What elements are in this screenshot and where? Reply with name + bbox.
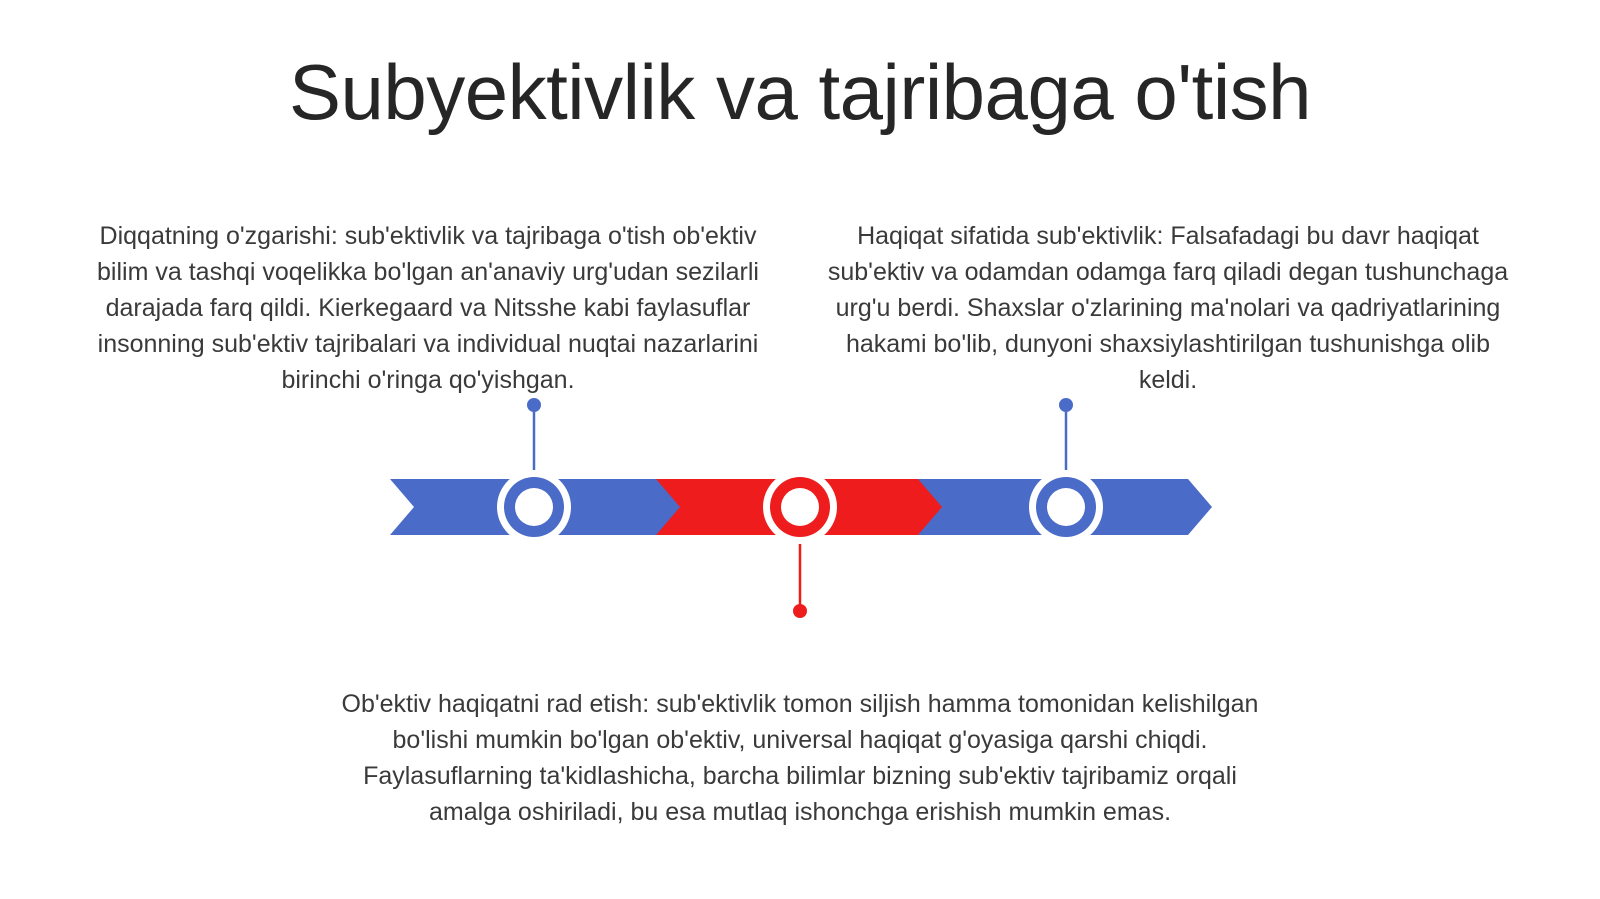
milestone-2-dot [793, 604, 807, 618]
slide-title: Subyektivlik va tajribaga o'tish [288, 48, 1312, 136]
milestone-1-dot [527, 398, 541, 412]
milestone-3-dot [1059, 398, 1073, 412]
milestone-3-text: Haqiqat sifatida sub'ektivlik: Falsafadagi bu davr haqiqat sub'ektiv va odamdan odamga farq qiladi degan tushunchaga urg'u berdi. Shaxslar o'zlarining ma'nolari va qadriyatlarining hakami bo'lib, dunyoni shaxsiylashtirilgan tushunishga olib keldi. [827, 222, 1509, 394]
milestone-1-text: Diqqatning o'zgarishi: sub'ektivlik va tajribaga o'tish ob'ektiv bilim va tashqi voqelikka bo'lgan an'anaviy urg'udan sezilarli darajada farq qildi. Kierkegaard va Nitsshe kabi faylasuflar insonning sub'ektiv tajribalari va individual nuqtai nazarlarini birinchi o'ringa qo'yishgan. [97, 222, 759, 394]
milestone-2-text: Ob'ektiv haqiqatni rad etish: sub'ektivlik tomon siljish hamma tomonidan kelishilgan bo'lishi mumkin bo'lgan ob'ektiv, universal haqiqat g'oyasiga qarshi chiqdi. Faylasuflarning ta'kidlashicha, barcha bilimlar bizning sub'ektiv tajribamiz orqali amalga oshiriladi, bu esa mutlaq ishonchga erishish mumkin emas. [341, 690, 1259, 826]
milestone-2-marker [763, 470, 837, 544]
milestone-1-marker [497, 470, 571, 544]
milestone-3-marker [1029, 470, 1103, 544]
